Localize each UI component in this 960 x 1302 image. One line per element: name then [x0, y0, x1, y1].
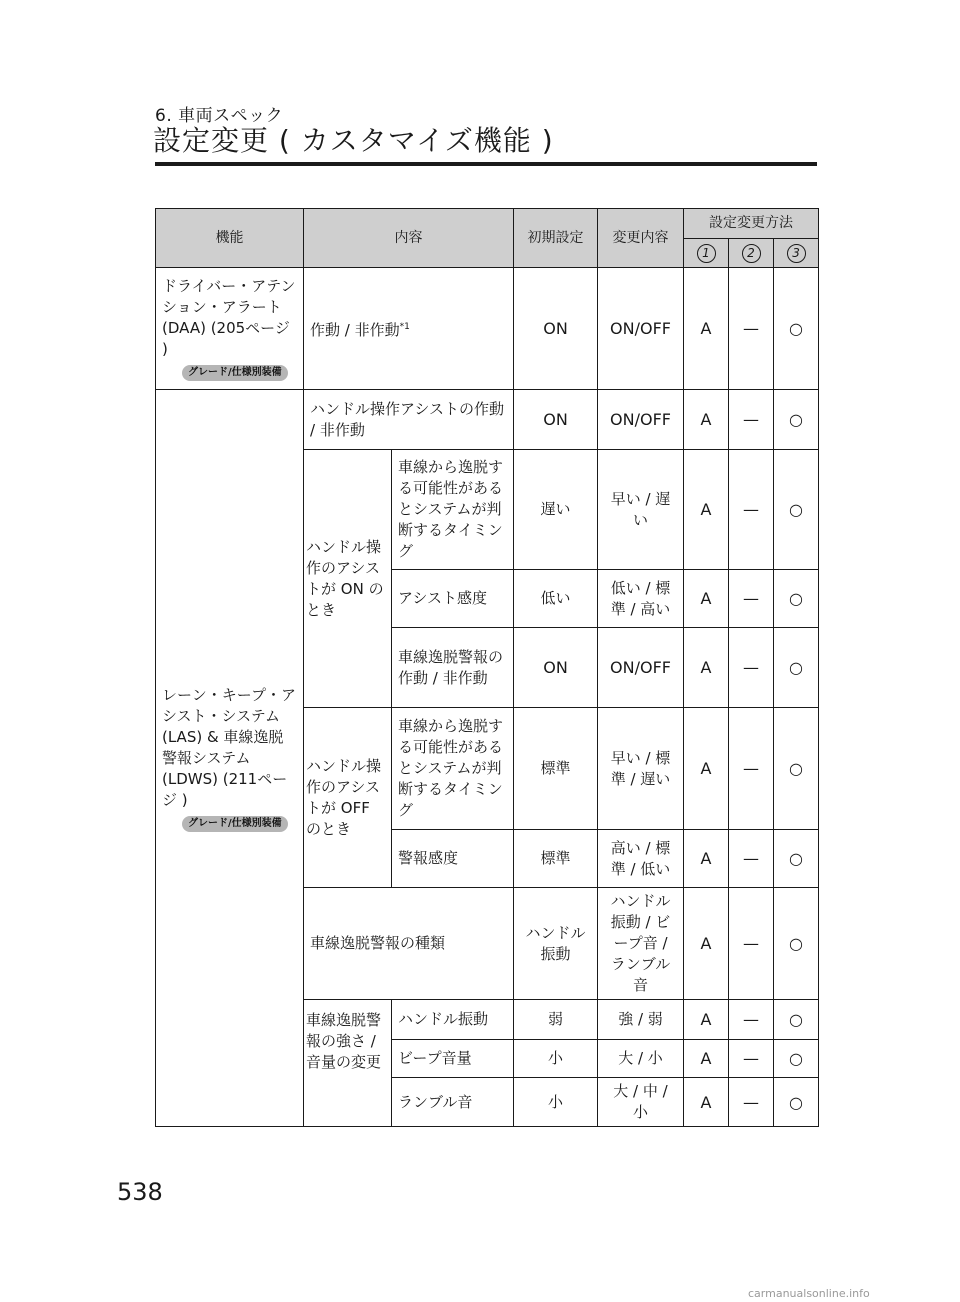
content-cell: 車線逸脱警報の作動 / 非作動: [392, 628, 514, 708]
header-method-1: [684, 239, 729, 268]
method-1-cell: A: [684, 1040, 729, 1078]
method-3-cell: ○: [774, 268, 819, 390]
method-3-cell: ○: [774, 570, 819, 628]
header-content: 内容: [304, 209, 514, 268]
method-3-cell: ○: [774, 628, 819, 708]
method-1-cell: A: [684, 708, 729, 830]
method-2-cell: —: [729, 390, 774, 450]
change-cell: 大 / 小: [598, 1040, 684, 1078]
initial-cell: 弱: [514, 1000, 598, 1040]
change-cell: ON/OFF: [598, 390, 684, 450]
header-function: 機能: [156, 209, 304, 268]
table-row: [156, 390, 819, 450]
function-cell: [156, 268, 304, 390]
initial-cell: 標準: [514, 830, 598, 888]
change-cell: ハンドル振動 / ビープ音 / ランブル音: [598, 888, 684, 1000]
initial-cell: ハンドル振動: [514, 888, 598, 1000]
change-cell: ON/OFF: [598, 628, 684, 708]
content-cell: [304, 268, 514, 390]
settings-table: [155, 208, 819, 1127]
method-3-cell: ○: [774, 390, 819, 450]
change-cell: 低い / 標準 / 高い: [598, 570, 684, 628]
header-method-2: [729, 239, 774, 268]
function-label: レーン・キープ・アシスト・システム (LAS) & 車線逸脱警報システム (LDWS) (211ページ ): [162, 685, 296, 809]
method-3-cell: ○: [774, 830, 819, 888]
header-change: 変更内容: [598, 209, 684, 268]
method-3-cell: ○: [774, 450, 819, 570]
method-3-cell: ○: [774, 1000, 819, 1040]
method-1-cell: A: [684, 268, 729, 390]
function-cell: [156, 390, 304, 1127]
change-cell: 早い / 標準 / 遅い: [598, 708, 684, 830]
content-cell: ハンドル振動: [392, 1000, 514, 1040]
header-row: [156, 209, 819, 239]
change-cell: 強 / 弱: [598, 1000, 684, 1040]
method-3-cell: ○: [774, 1040, 819, 1078]
method-1-cell: A: [684, 628, 729, 708]
method-2-cell: —: [729, 708, 774, 830]
content-cell: 車線から逸脱する可能性があるとシステムが判断するタイミング: [392, 450, 514, 570]
header-initial: 初期設定: [514, 209, 598, 268]
method-1-cell: A: [684, 1000, 729, 1040]
method-3-cell: ○: [774, 708, 819, 830]
method-3-cell: ○: [774, 888, 819, 1000]
method-2-cell: —: [729, 628, 774, 708]
footnote-mark: *1: [399, 321, 410, 332]
circled-number: 2: [742, 244, 761, 263]
circled-number: 1: [697, 244, 716, 263]
content-cell: ビープ音量: [392, 1040, 514, 1078]
initial-cell: 標準: [514, 708, 598, 830]
title-underline: [155, 162, 817, 166]
method-1-cell: A: [684, 570, 729, 628]
grade-badge: グレード/仕様別装備: [182, 816, 288, 832]
content-cell: アシスト感度: [392, 570, 514, 628]
method-1-cell: A: [684, 450, 729, 570]
group-off-cell: ハンドル操作のアシストが OFF のとき: [304, 708, 392, 888]
initial-cell: 遅い: [514, 450, 598, 570]
method-3-cell: ○: [774, 1078, 819, 1127]
method-2-cell: —: [729, 450, 774, 570]
initial-cell: 低い: [514, 570, 598, 628]
group-on-cell: ハンドル操作のアシストが ON のとき: [304, 450, 392, 708]
change-cell: ON/OFF: [598, 268, 684, 390]
method-2-cell: —: [729, 268, 774, 390]
header-method-3: [774, 239, 819, 268]
header-method: 設定変更方法: [684, 209, 819, 239]
initial-cell: 小: [514, 1040, 598, 1078]
content-cell: ランブル音: [392, 1078, 514, 1127]
change-cell: 大 / 中 / 小: [598, 1078, 684, 1127]
function-label: ドライバー・アテンション・アラート (DAA) (205ページ ): [162, 277, 296, 358]
method-2-cell: —: [729, 1078, 774, 1127]
initial-cell: ON: [514, 628, 598, 708]
method-1-cell: A: [684, 830, 729, 888]
content-cell: 警報感度: [392, 830, 514, 888]
initial-cell: ON: [514, 268, 598, 390]
page-number: 538: [117, 1178, 163, 1206]
change-cell: 早い / 遅い: [598, 450, 684, 570]
content-cell: 車線から逸脱する可能性があるとシステムが判断するタイミング: [392, 708, 514, 830]
content-text: 作動 / 非作動: [310, 320, 400, 339]
method-2-cell: —: [729, 1040, 774, 1078]
method-1-cell: A: [684, 1078, 729, 1127]
table-row: [156, 268, 819, 390]
circled-number: 3: [787, 244, 806, 263]
method-2-cell: —: [729, 570, 774, 628]
watermark-text: carmanualsonline.info: [748, 1287, 870, 1300]
content-cell: 車線逸脱警報の種類: [304, 888, 514, 1000]
group-strength-cell: 車線逸脱警報の強さ / 音量の変更: [304, 1000, 392, 1127]
method-2-cell: —: [729, 830, 774, 888]
page-title: 設定変更 ( カスタマイズ機能 ): [153, 124, 554, 157]
change-cell: 高い / 標準 / 低い: [598, 830, 684, 888]
content-cell: ハンドル操作アシストの作動 / 非作動: [304, 390, 514, 450]
section-heading: 6. 車両スペック: [155, 106, 284, 126]
grade-badge: グレード/仕様別装備: [182, 365, 288, 381]
initial-cell: ON: [514, 390, 598, 450]
initial-cell: 小: [514, 1078, 598, 1127]
method-1-cell: A: [684, 888, 729, 1000]
method-2-cell: —: [729, 1000, 774, 1040]
method-2-cell: —: [729, 888, 774, 1000]
method-1-cell: A: [684, 390, 729, 450]
